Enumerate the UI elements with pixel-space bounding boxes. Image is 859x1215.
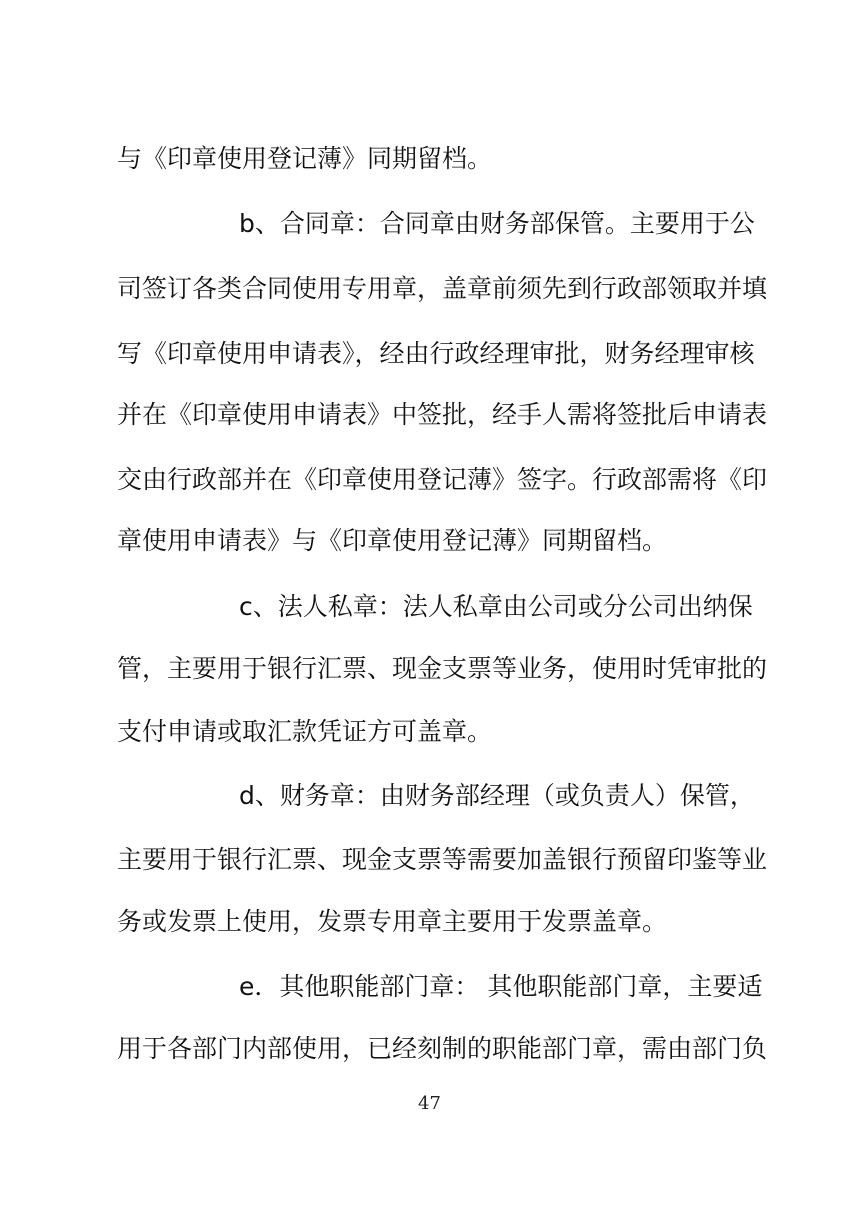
paragraph-c-heading-line: c、法人私章：法人私章由公司或分公司出纳保 (239, 592, 753, 621)
text-line: 务或发票上使用，发票专用章主要用于发票盖章。 (117, 907, 668, 936)
page-number: 47 (418, 1093, 441, 1114)
paragraph-b-heading-line: b、合同章：合同章由财务部保管。主要用于公 (239, 209, 755, 238)
text-line: 并在《印章使用申请表》中签批，经手人需将签批后申请表 (117, 400, 768, 429)
text-line: 支付申请或取汇款凭证方可盖章。 (117, 717, 493, 746)
text-line: 管，主要用于银行汇票、现金支票等业务，使用时凭审批的 (117, 654, 768, 683)
text-line: 主要用于银行汇票、现金支票等需要加盖银行预留印鉴等业 (117, 845, 768, 874)
text-line: 写《印章使用申请表》，经由行政经理审批，财务经理审核 (117, 339, 755, 368)
text-line: 交由行政部并在《印章使用登记薄》签字。行政部需将《印 (117, 465, 768, 494)
text-line: 与《印章使用登记薄》同期留档。 (117, 144, 493, 173)
paragraph-e-heading-line: e．其他职能部门章： 其他职能部门章，主要适 (239, 972, 763, 1001)
text-line: 章使用申请表》与《印章使用登记薄》同期留档。 (117, 526, 668, 555)
text-line: 用于各部门内部使用，已经刻制的职能部门章，需由部门负 (117, 1034, 768, 1063)
text-line: 司签订各类合同使用专用章，盖章前须先到行政部领取并填 (117, 274, 768, 303)
paragraph-d-heading-line: d、财务章：由财务部经理（或负责人）保管， (239, 781, 755, 810)
